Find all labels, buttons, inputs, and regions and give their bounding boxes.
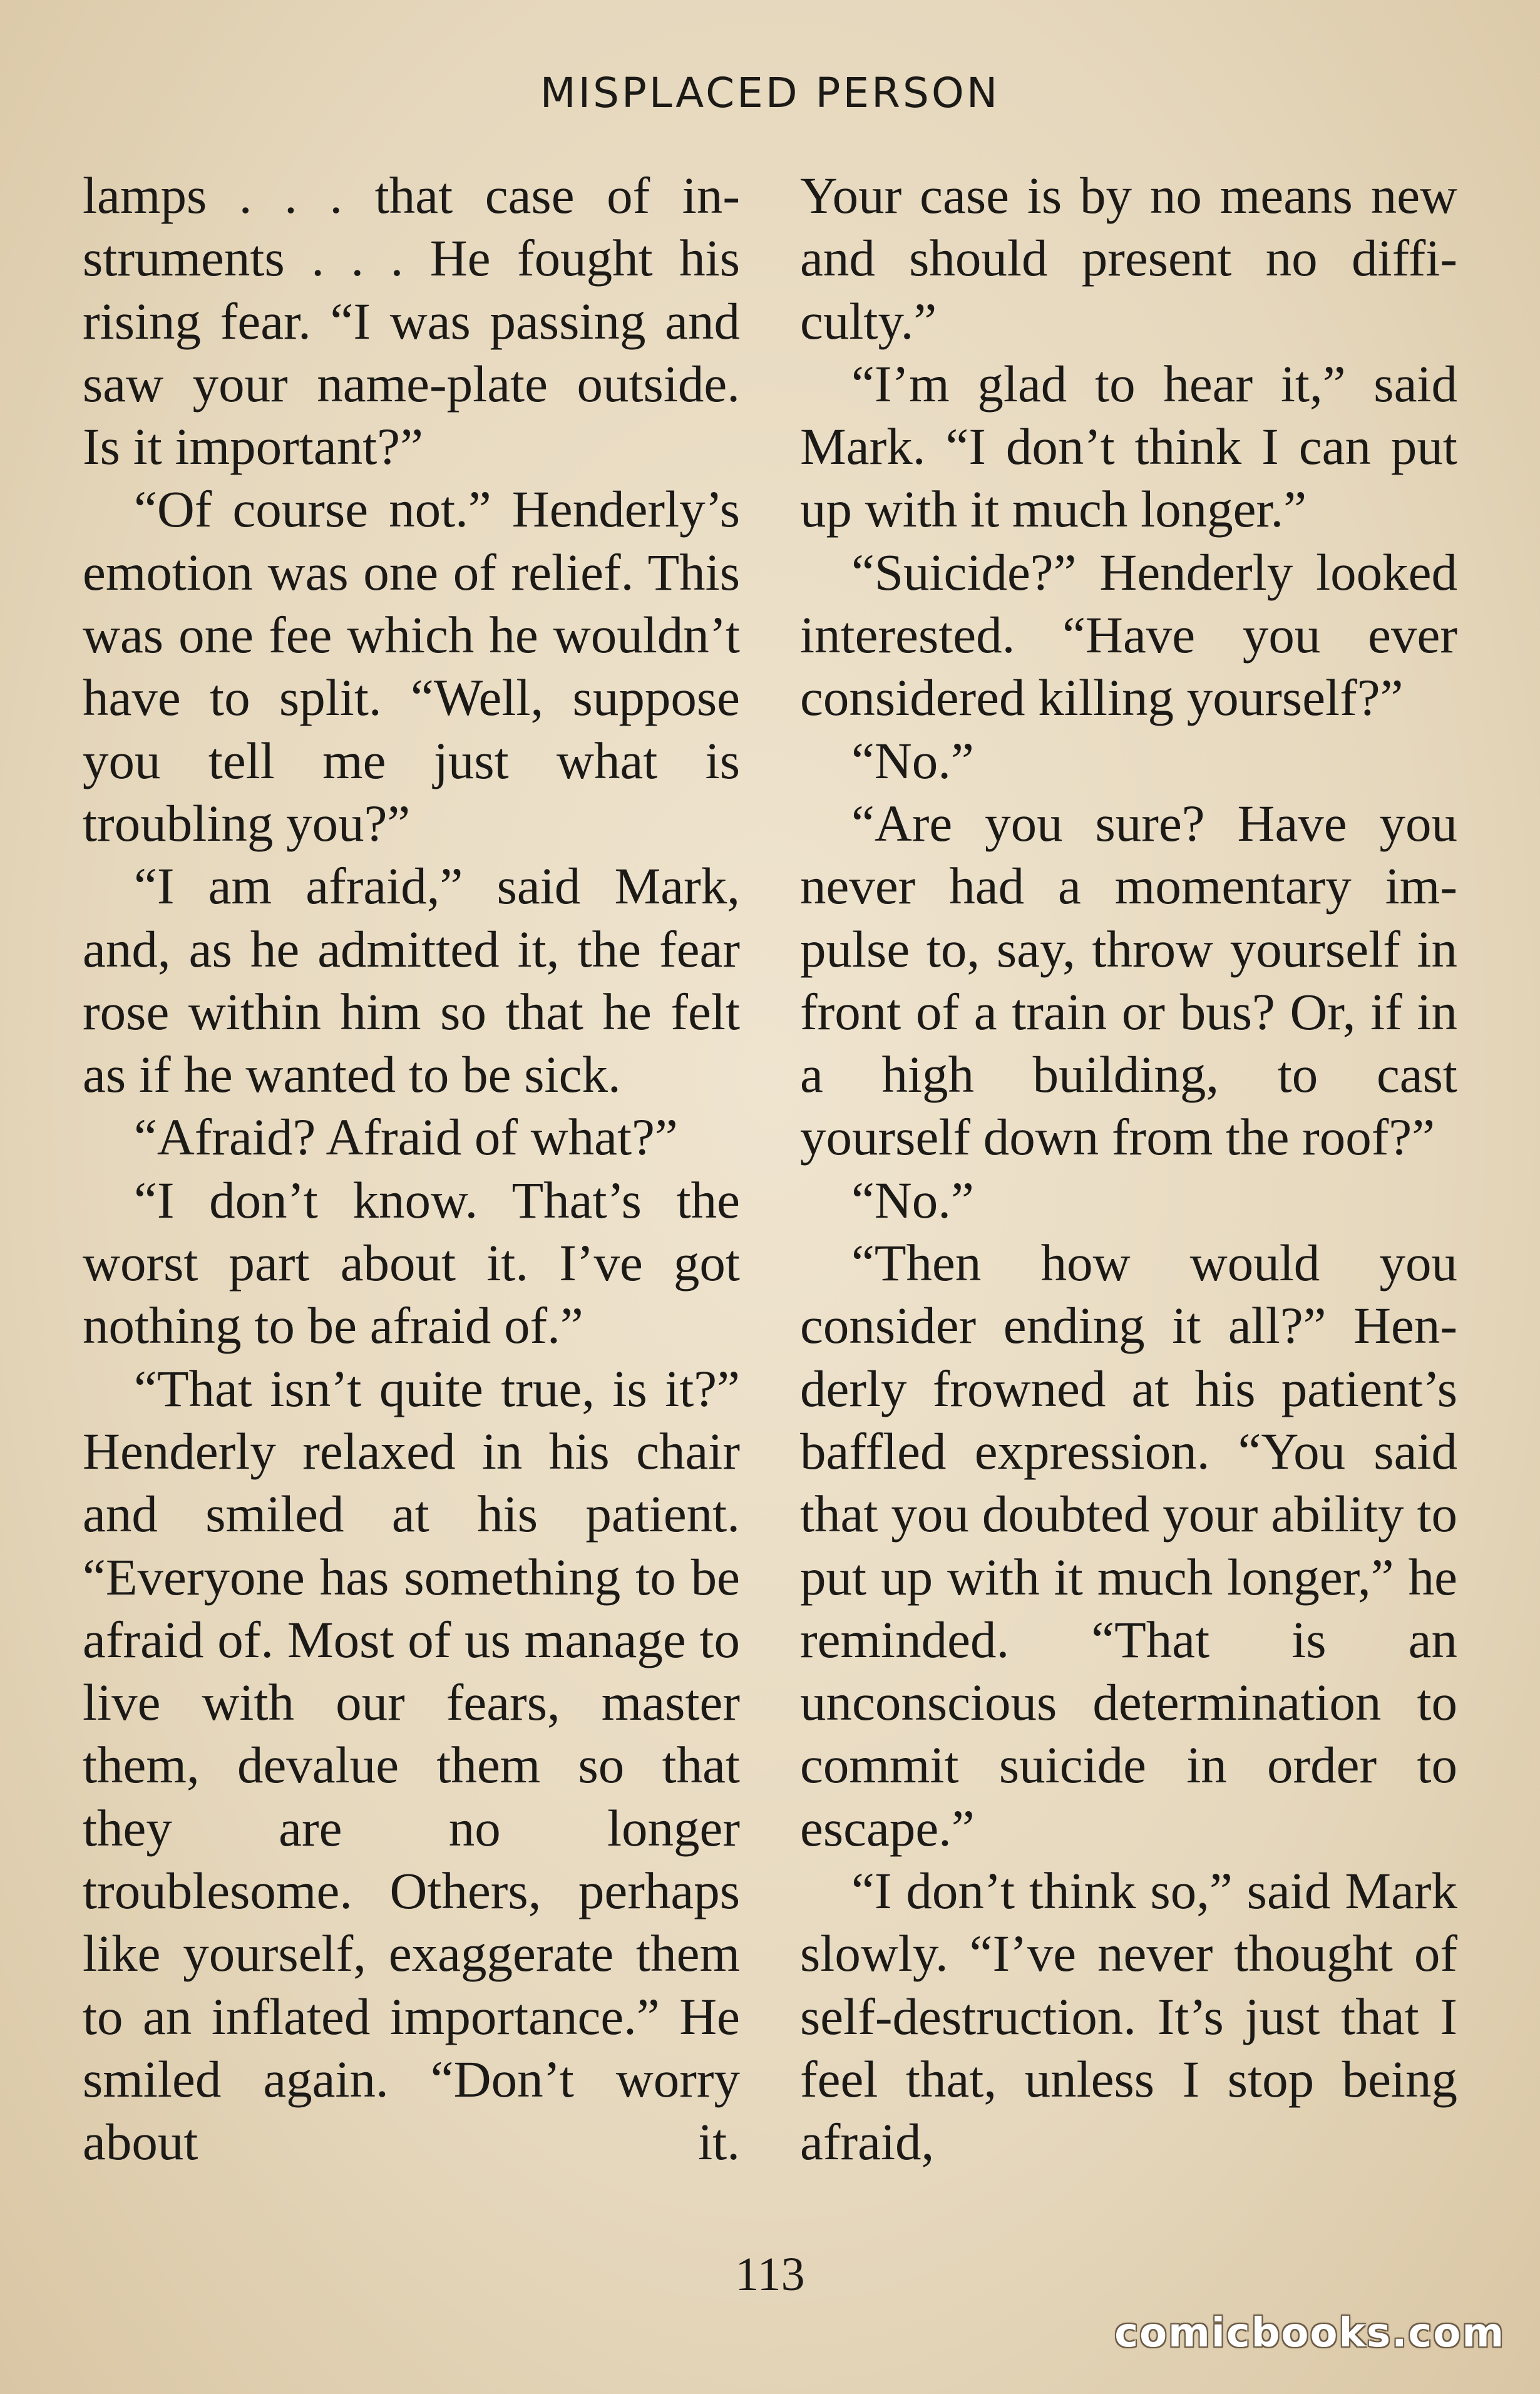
paragraph: “That isn’t quite true, is it?” Henderly relaxed in his chair and smiled at his patient. “Everyone has something to be afraid of. Most of us manage to live with our fears, master them, devalue them so that they are no longer troublesome. Others, perhaps like yourself, exaggerate them to an inflated importance.” He smiled again. “Don’t worry about it. [83, 1359, 740, 2171]
paragraph: “Of course not.” Henderly’s emotion was one of relief. This was one fee which he wouldn’t have to split. “Well, suppose you tell me just what is troubling you?” [83, 480, 740, 852]
paragraph: “Afraid? Afraid of what?” [134, 1108, 678, 1166]
paragraph: “Then how would you consider ending it all?” Henderly frowned at his patient’s baffled expression. “You said that you doubted your ability to put up with it much longer,” he reminded. “That is an unconscious determination to commit suicide in order to escape.” [800, 1234, 1457, 1857]
paragraph: “No.” [851, 1171, 974, 1229]
paragraph: lamps . . . that case of instruments . . . He fought his rising fear. “I was passing and saw your name-plate outside. Is it important?” [83, 167, 740, 476]
paragraph: Your case is by no means new and should present no difficulty.” [800, 167, 1457, 350]
paragraph: “No.” [851, 731, 974, 789]
page-number: 113 [735, 2248, 805, 2301]
paragraph: “I am afraid,” said Mark, and, as he admitted it, the fear rose within him so that he felt as if he wanted to be sick. [83, 857, 740, 1104]
paragraph: “I don’t know. That’s the worst part about it. I’ve got nothing to be afraid of.” [83, 1171, 740, 1355]
paragraph: “I’m glad to hear it,” said Mark. “I don’t think I can put up with it much longer.” [800, 354, 1457, 538]
paragraph: “Suicide?” Henderly looked interested. “Have you ever considered killing yourself?” [800, 543, 1457, 727]
right-column [800, 164, 1457, 2174]
watermark: comicbooks.com [1114, 2310, 1505, 2356]
paragraph: “I don’t think so,” said Mark slowly. “I’ve never thought of self-destruction. It’s just that I feel that, unless I stop being afraid, [800, 1862, 1457, 2171]
paragraph: “Are you sure? Have you never had a momentary impulse to, say, throw yourself in front of a train or bus? Or, if in a high building, to cast yourself down from the roof?” [800, 794, 1457, 1166]
left-column [83, 164, 740, 2174]
running-head: MISPLACED PERSON [540, 69, 1000, 117]
